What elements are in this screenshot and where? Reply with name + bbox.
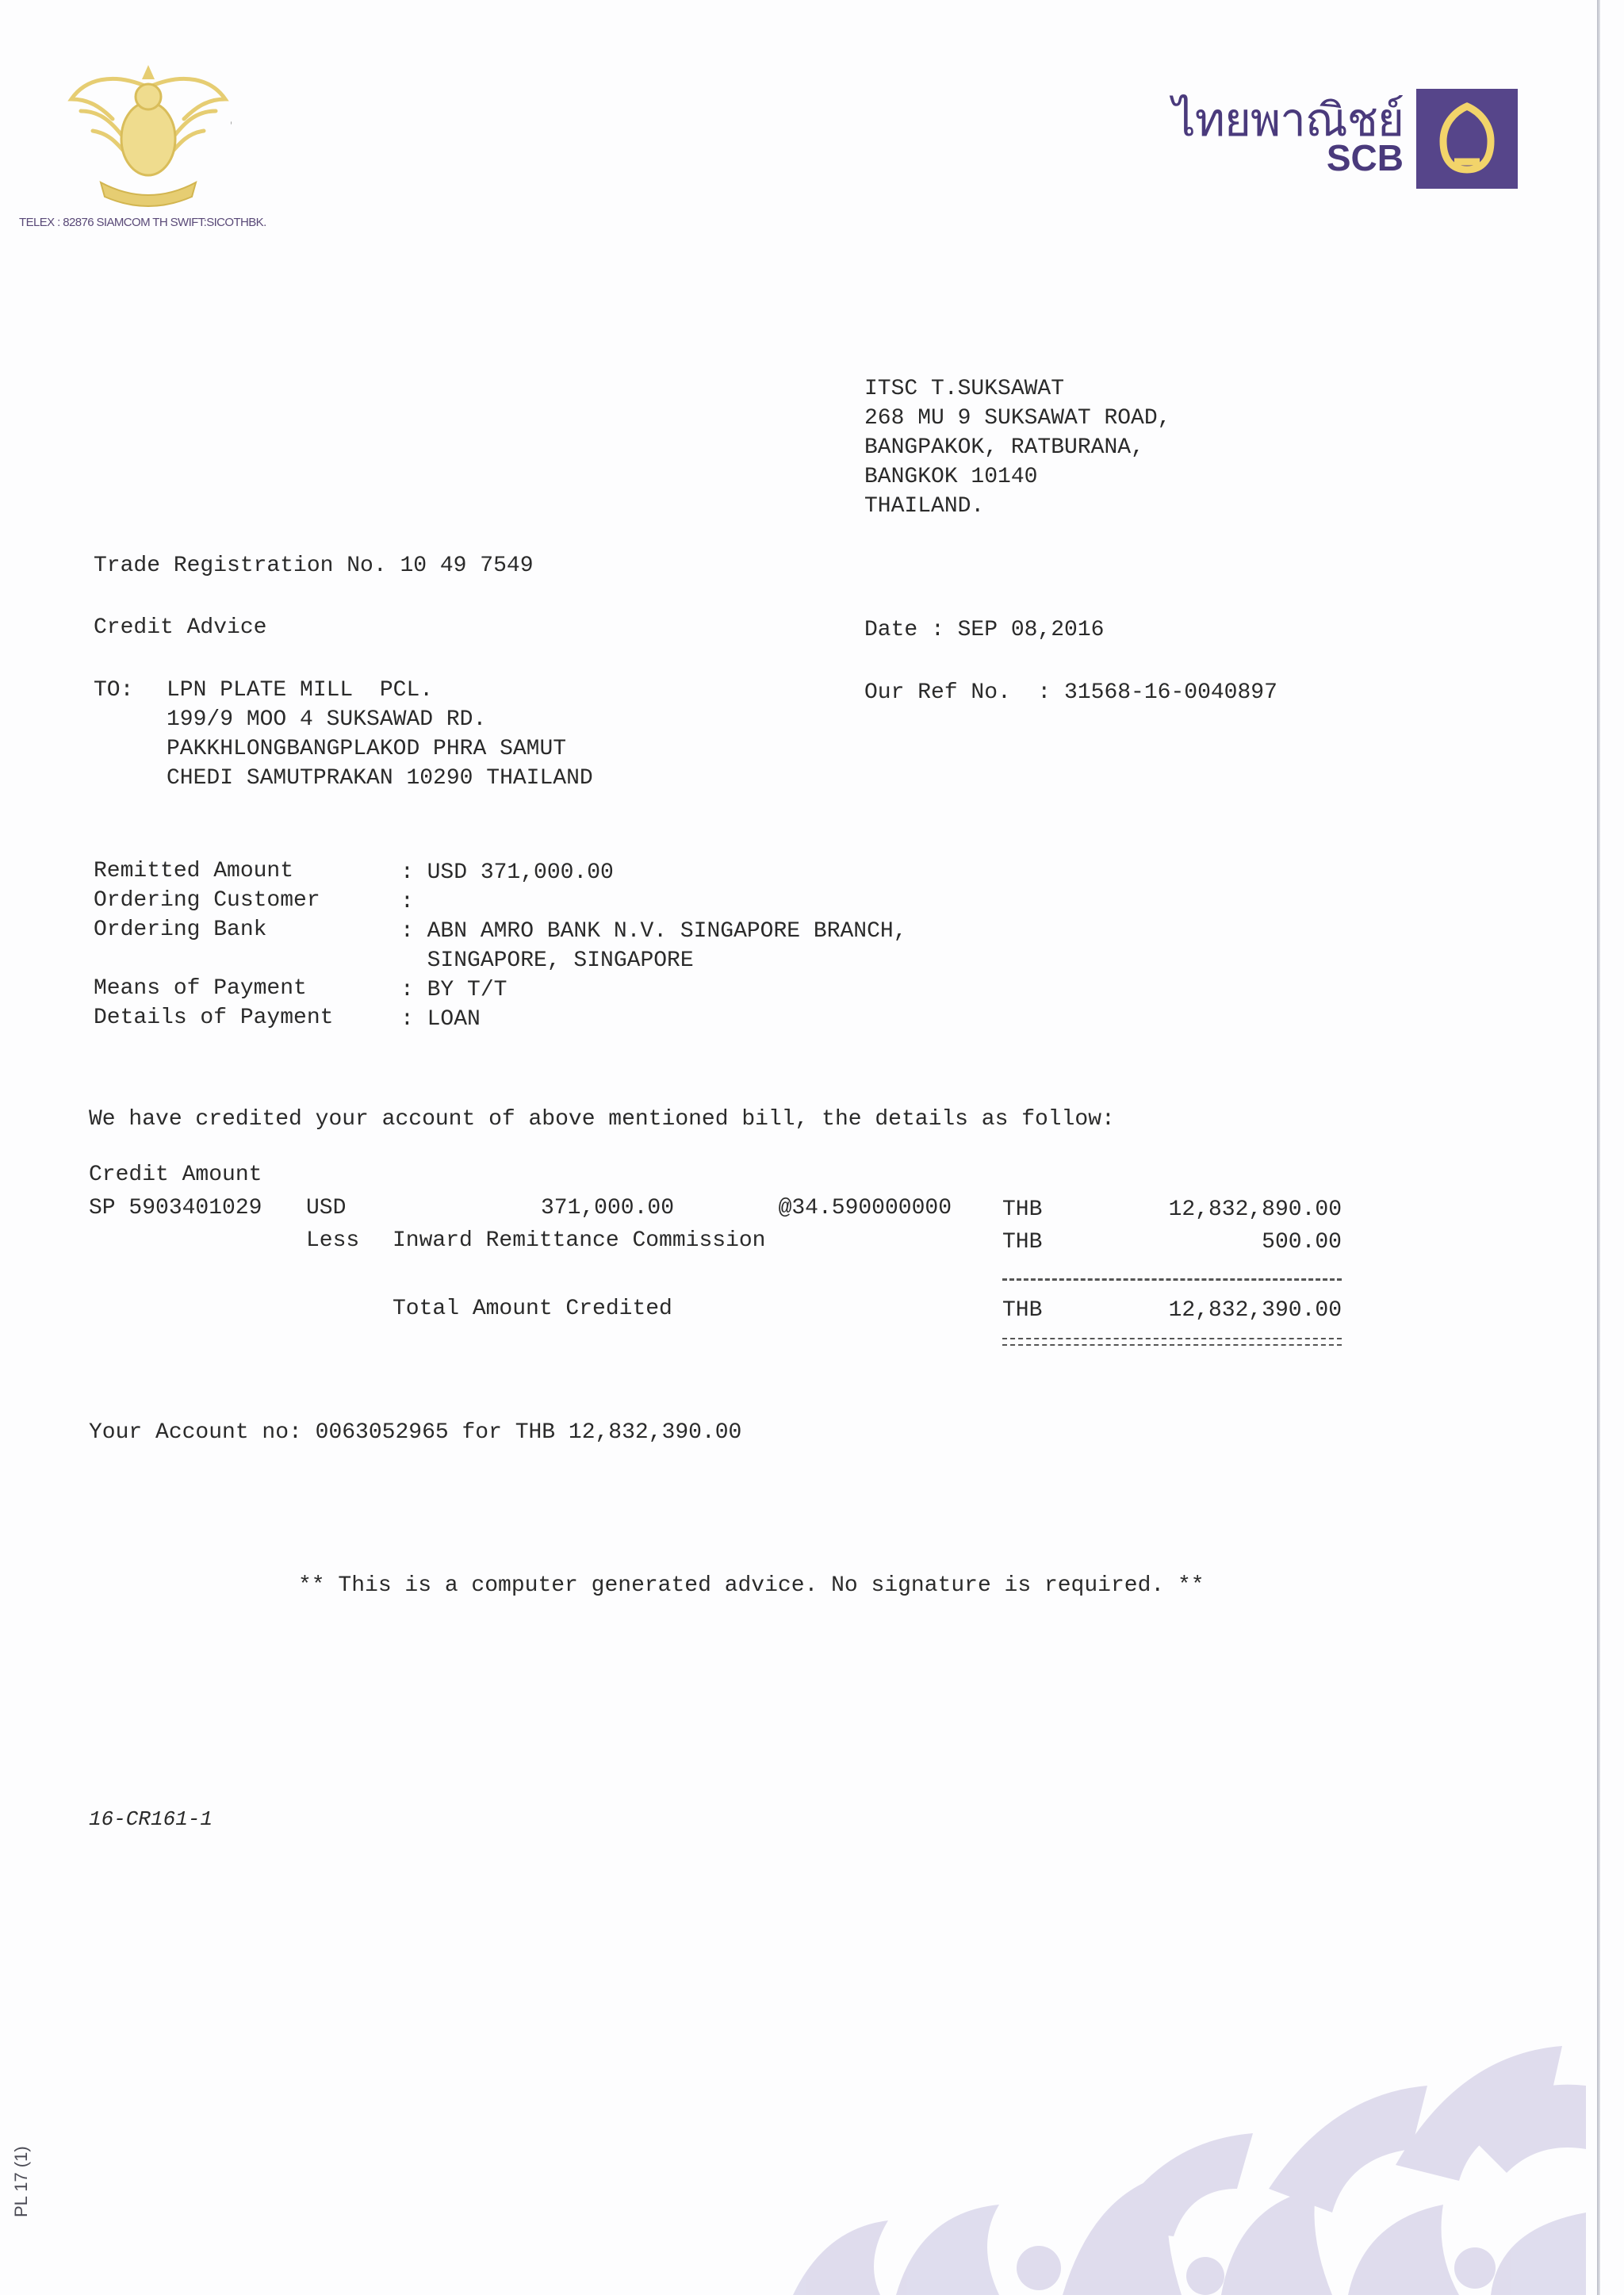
detail-values bbox=[400, 858, 907, 1034]
bank-name-latin: SCB bbox=[1326, 137, 1404, 178]
bank-name-thai: ไทยพาณิชย์ bbox=[1172, 93, 1404, 147]
credit-statement: We have credited your account of above mentioned bill, the details as follow: bbox=[89, 1107, 1115, 1132]
recipient-line: CHEDI SAMUTPRAKAN 10290 THAILAND bbox=[167, 766, 593, 791]
credit-currency: THB bbox=[1002, 1197, 1043, 1222]
total-currency: THB bbox=[1002, 1298, 1043, 1323]
detail-labels bbox=[94, 856, 333, 1033]
detail-label: Details of Payment bbox=[94, 1006, 334, 1030]
detail-value: : BY T/T bbox=[400, 978, 508, 1002]
source-currency: USD bbox=[306, 1196, 347, 1220]
detail-value: : LOAN bbox=[400, 1007, 481, 1032]
document-title: Credit Advice bbox=[94, 615, 267, 640]
total-amount: 12,832,390.00 bbox=[1168, 1298, 1342, 1323]
recipient-line: 199/9 MOO 4 SUKSAWAD RD. bbox=[167, 707, 487, 732]
detail-value: SINGAPORE, SINGAPORE bbox=[400, 948, 694, 973]
credit-amount-heading: Credit Amount bbox=[89, 1163, 262, 1187]
branch-address-line: BANGKOK 10140 bbox=[864, 465, 1038, 489]
page-edge bbox=[1597, 0, 1600, 2295]
detail-value: : ABN AMRO BANK N.V. SINGAPORE BRANCH, bbox=[400, 919, 907, 944]
detail-label: Remitted Amount bbox=[94, 859, 294, 883]
detail-value: : bbox=[400, 890, 414, 914]
commission-amount: 500.00 bbox=[1262, 1230, 1342, 1255]
source-amount: 371,000.00 bbox=[540, 1196, 674, 1220]
garuda-emblem-icon bbox=[65, 63, 232, 211]
detail-label: Means of Payment bbox=[94, 976, 307, 1001]
scb-logo-icon bbox=[1416, 89, 1518, 189]
account-code: SP 5903401029 bbox=[89, 1196, 262, 1220]
telex-swift-line: TELEX : 82876 SIAMCOM TH SWIFT:SICOTHBK. bbox=[19, 216, 266, 229]
commission-label: Inward Remittance Commission bbox=[393, 1228, 766, 1253]
advice-date: Date : SEP 08,2016 bbox=[864, 618, 1105, 642]
computer-generated-notice: ** This is a computer generated advice. No signature is required. ** bbox=[298, 1573, 1205, 1598]
form-number: PL 17 (1) bbox=[11, 2146, 31, 2217]
branch-address-line: THAILAND. bbox=[864, 494, 985, 519]
recipient-line: PAKKHLONGBANGPLAKOD PHRA SAMUT bbox=[167, 737, 567, 761]
total-double-rule bbox=[1002, 1338, 1342, 1346]
branch-address-line: BANGPAKOK, RATBURANA, bbox=[864, 435, 1144, 460]
detail-label: Ordering Customer bbox=[94, 888, 320, 913]
subtotal-rule bbox=[1002, 1278, 1342, 1281]
trade-registration: Trade Registration No. 10 49 7549 bbox=[94, 554, 534, 578]
document-code: 16-CR161-1 bbox=[89, 1807, 213, 1831]
exchange-rate: @34.590000000 bbox=[778, 1196, 952, 1220]
decorative-pattern bbox=[761, 2030, 1594, 2295]
commission-currency: THB bbox=[1002, 1230, 1043, 1255]
less-label: Less bbox=[306, 1228, 360, 1253]
detail-label: Ordering Bank bbox=[94, 918, 267, 942]
to-label: TO: bbox=[94, 678, 134, 703]
recipient-address bbox=[167, 676, 593, 793]
branch-address-line: ITSC T.SUKSAWAT bbox=[864, 377, 1065, 401]
branch-address-line: 268 MU 9 SUKSAWAT ROAD, bbox=[864, 406, 1171, 431]
recipient-line: LPN PLATE MILL PCL. bbox=[167, 678, 434, 703]
branch-address bbox=[864, 374, 1170, 521]
detail-value: : USD 371,000.00 bbox=[400, 860, 614, 885]
account-statement: Your Account no: 0063052965 for THB 12,832,390.00 bbox=[89, 1420, 742, 1445]
total-label: Total Amount Credited bbox=[393, 1297, 672, 1321]
our-reference: Our Ref No. : 31568-16-0040897 bbox=[864, 680, 1277, 705]
credit-amount: 12,832,890.00 bbox=[1168, 1197, 1342, 1222]
